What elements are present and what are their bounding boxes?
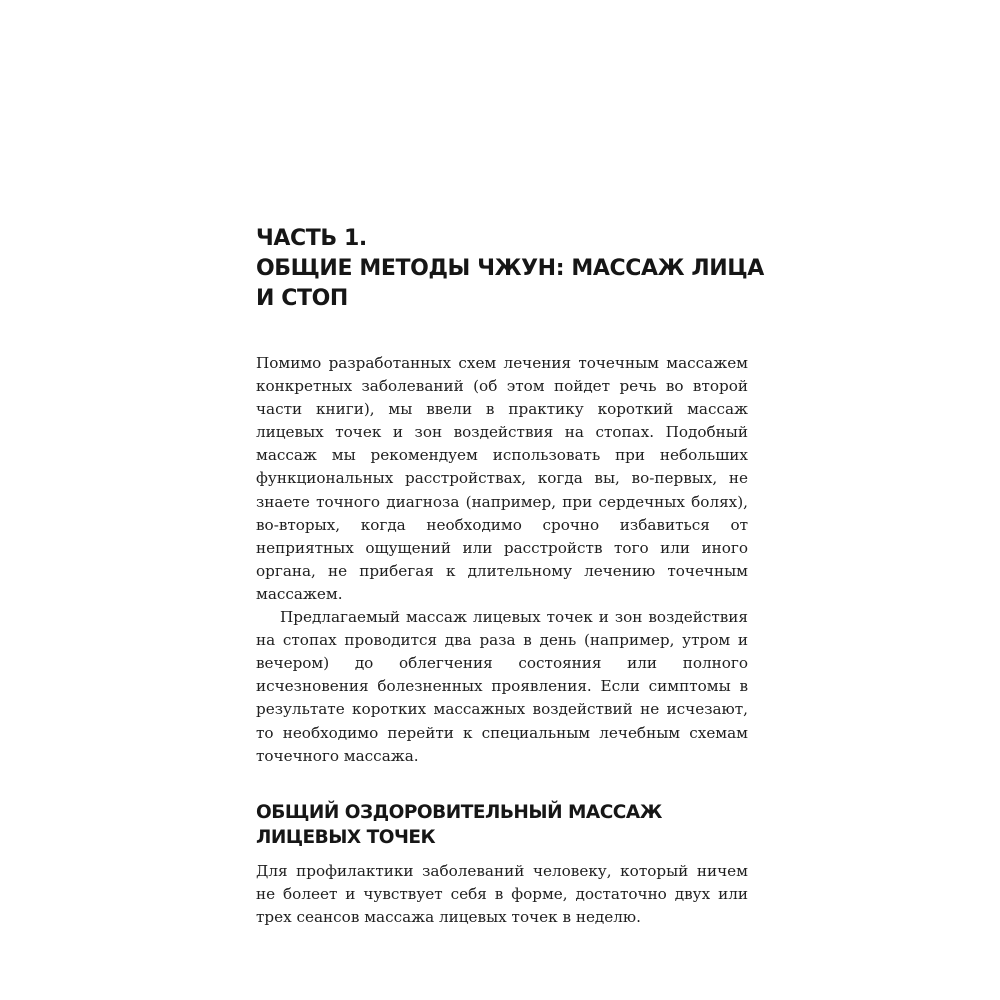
- part-heading-line-3: И СТОП: [256, 286, 348, 311]
- part-heading-line-2: ОБЩИЕ МЕТОДЫ ЧЖУН: МАССАЖ ЛИЦА: [256, 256, 764, 281]
- intro-text: [256, 352, 748, 768]
- intro-paragraph-1: Помимо разработанных схем лечения точечным массажем конкретных заболеваний (об этом пойдет речь во второй части книги), мы ввели в практику короткий массаж лицевых точек и зон воздействия на стопах. Подобный массаж мы рекомендуем использовать при небольших функциональных расстройствах, когда вы, во-первых, не знаете точного диагноза (например, при сердечных болях), во-вторых, когда необходимо срочно избавиться от неприятных ощущений или расстройств того или иного органа, не прибегая к длительному лечению точечным массажем.: [256, 354, 748, 603]
- intro-paragraph-2: Предлагаемый массаж лицевых точек и зон воздействия на стопах проводится два раза в день (например, утром и вечером) до облегчения состояния или полного исчезновения болезненных проявления. Если симптомы в результате коротких массажных воздействий не исчезают, то необходимо перейти к специальным лечебным схемам точечного массажа.: [256, 608, 748, 765]
- section-text: [256, 860, 748, 929]
- part-heading-line-1: ЧАСТЬ 1.: [256, 226, 367, 251]
- section-heading: ОБЩИЙ ОЗДОРОВИТЕЛЬНЫЙ МАССАЖ ЛИЦЕВЫХ ТОЧЕК: [256, 802, 662, 848]
- book-page: [256, 0, 764, 1000]
- part-heading: [256, 224, 764, 314]
- section-paragraph-1: Для профилактики заболеваний человеку, который ничем не болеет и чувствует себя в форме, достаточно двух или трех сеансов массажа лицевых точек в неделю.: [256, 862, 748, 927]
